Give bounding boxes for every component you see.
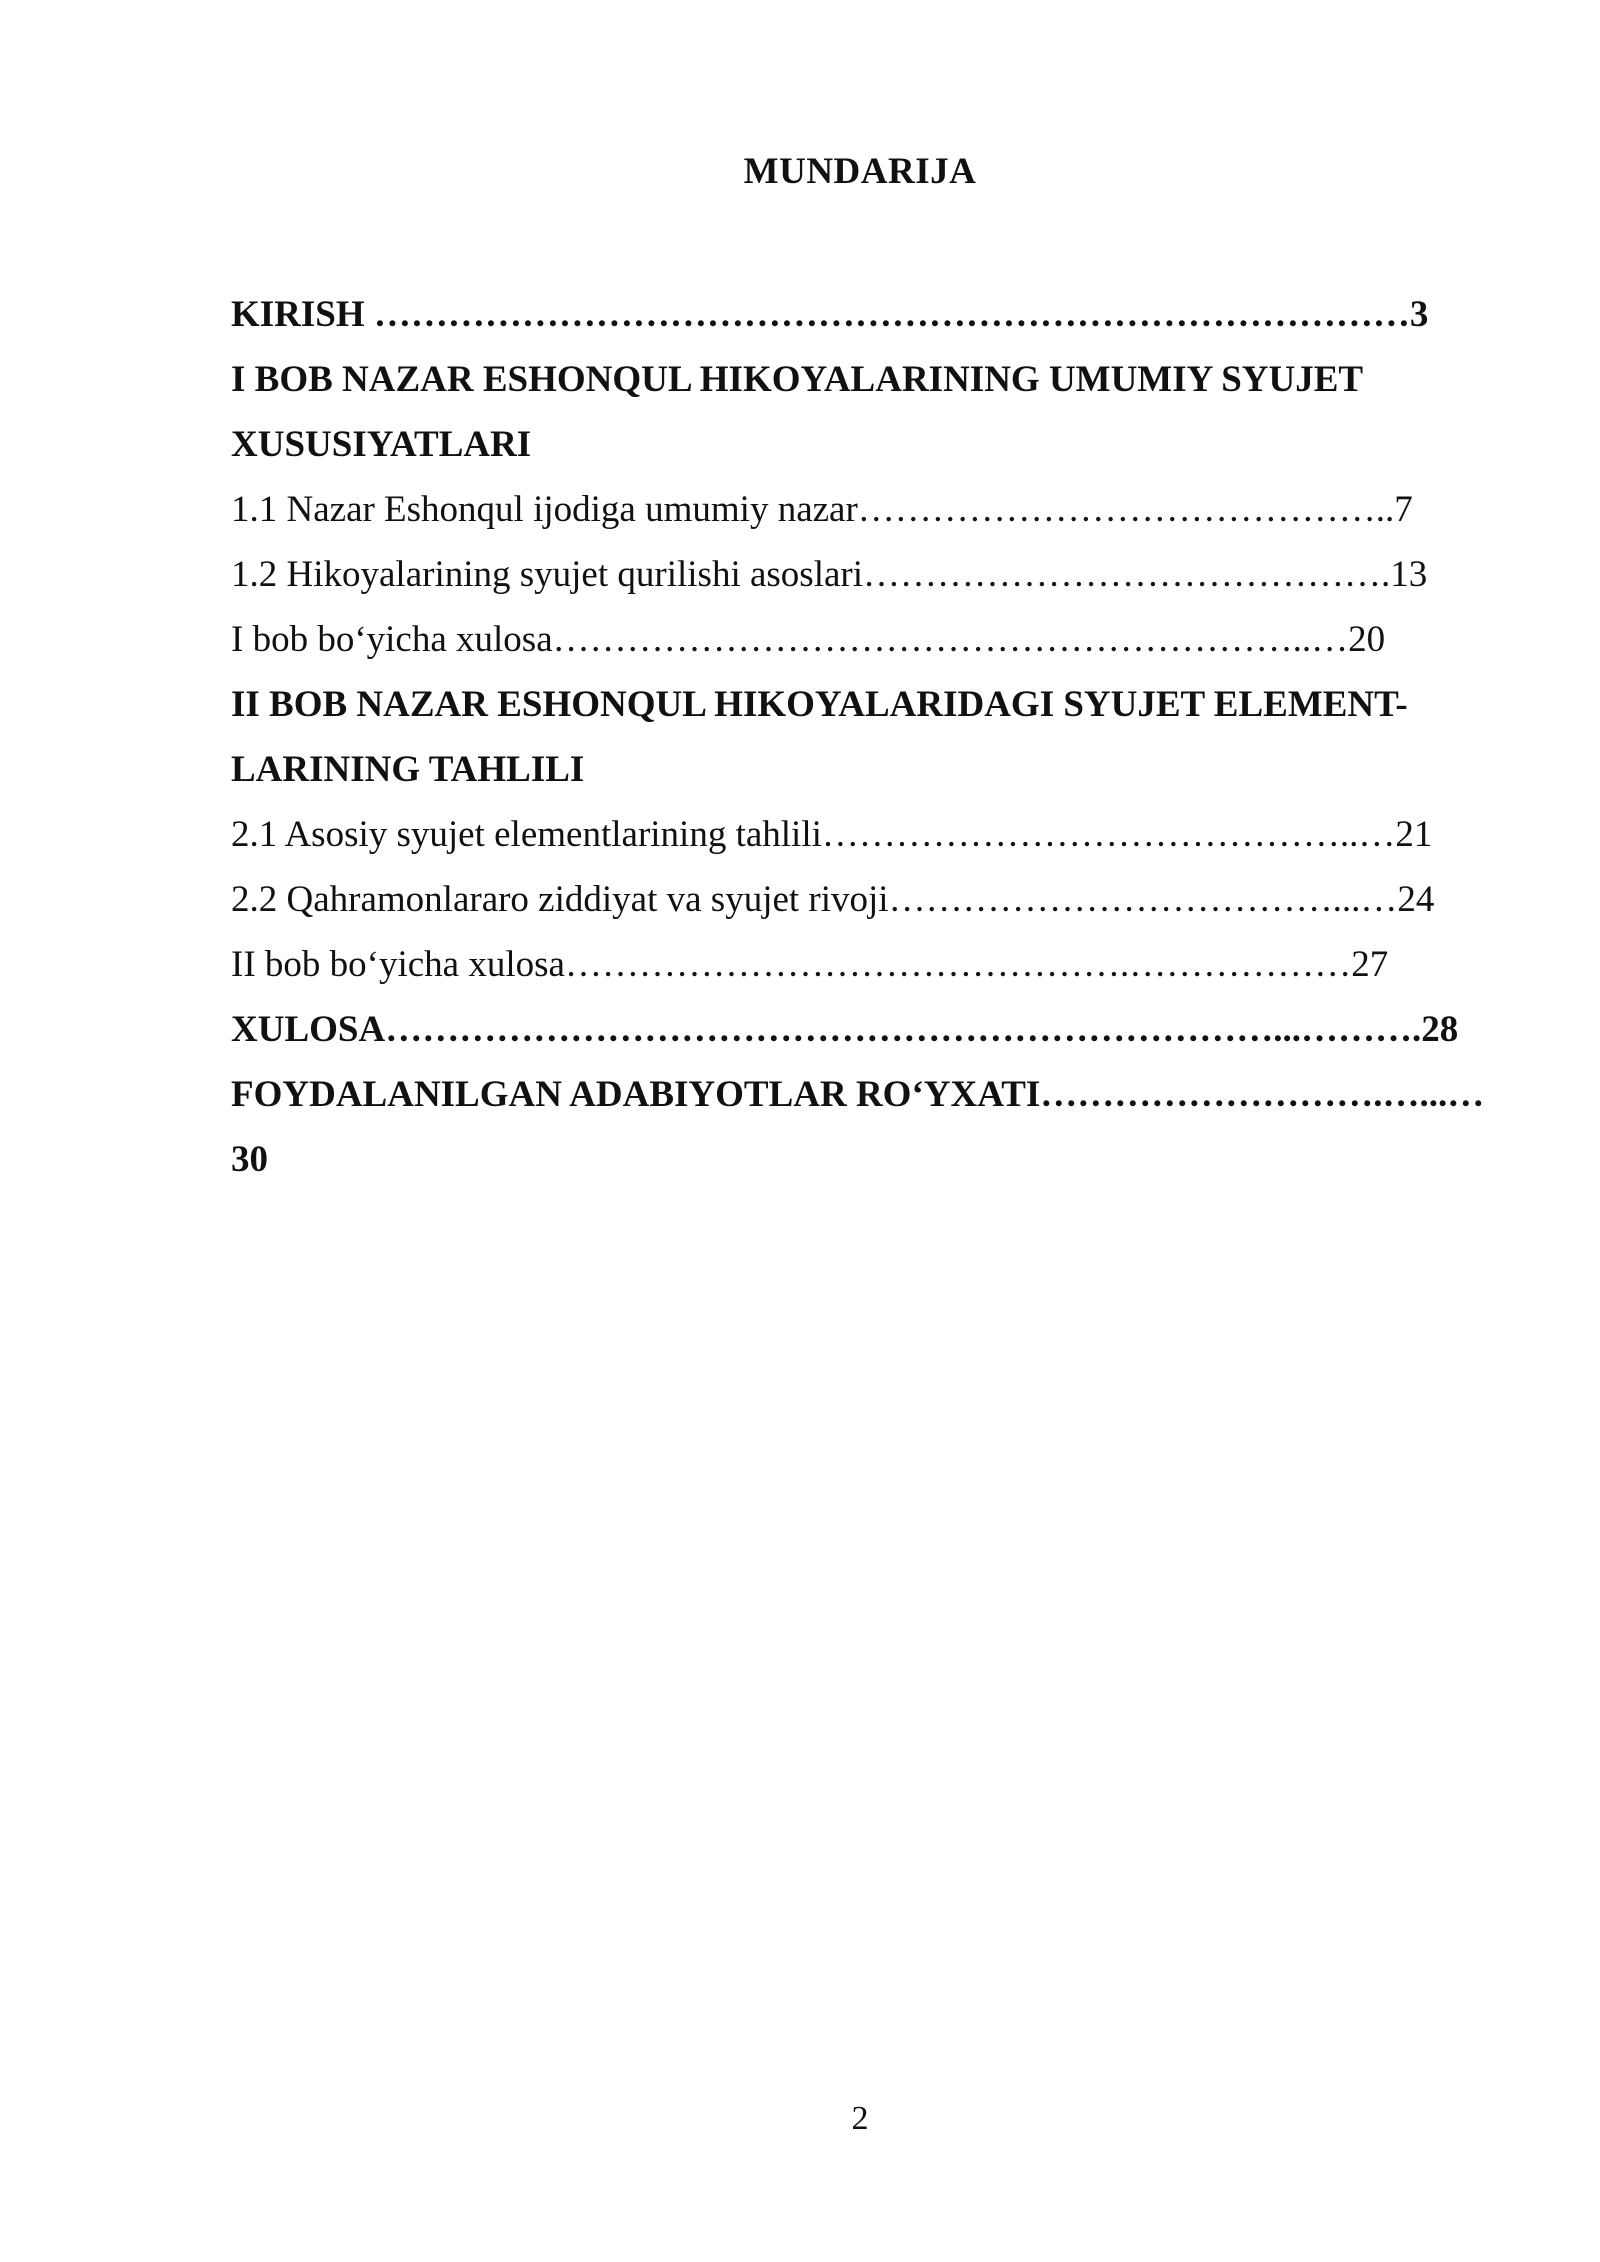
toc-section-2-1: 2.1 Asosiy syujet elementlarining tahlili……………………………………..…21 — [231, 814, 1433, 855]
toc-chapter-1-title: I BOB NAZAR ESHONQUL HIKOYALARINING UMUMIY SYUJET — [231, 359, 1364, 400]
toc-chapter-2-title: II BOB NAZAR ESHONQUL HIKOYALARIDAGI SYUJET ELEMENT- — [231, 684, 1408, 725]
toc-entry-references: FOYDALANILGAN ADABIYOTLAR RO‘YXATI……………………….…...… — [231, 1074, 1485, 1115]
page-title: MUNDARIJA — [743, 151, 977, 192]
page-number: 2 — [851, 2100, 869, 2137]
toc-entry-references-page: 30 — [231, 1139, 268, 1180]
table-of-contents — [231, 282, 1499, 1192]
toc-entry-kirish: KIRISH …………………………………………………………………………3 — [231, 294, 1429, 335]
toc-chapter-2-title-continued: LARINING TAHLILI — [231, 749, 585, 790]
toc-entry-xulosa: XULOSA………………………………………………………………...……….28 — [231, 1009, 1459, 1050]
toc-chapter-2-conclusion: II bob bo‘yicha xulosa……………………………………….………………27 — [231, 944, 1389, 985]
toc-section-2-2: 2.2 Qahramonlararo ziddiyat va syujet rivoji………………………………...…24 — [231, 879, 1435, 920]
toc-chapter-1-conclusion: I bob bo‘yicha xulosa……………………………………………………..…20 — [231, 619, 1386, 660]
toc-section-1-1: 1.1 Nazar Eshonqul ijodiga umumiy nazar……………………………………..7 — [231, 489, 1413, 530]
toc-chapter-1-title-continued: XUSUSIYATLARI — [231, 424, 532, 465]
toc-section-1-2: 1.2 Hikoyalarining syujet qurilishi asoslari…………………………………….13 — [231, 554, 1428, 595]
